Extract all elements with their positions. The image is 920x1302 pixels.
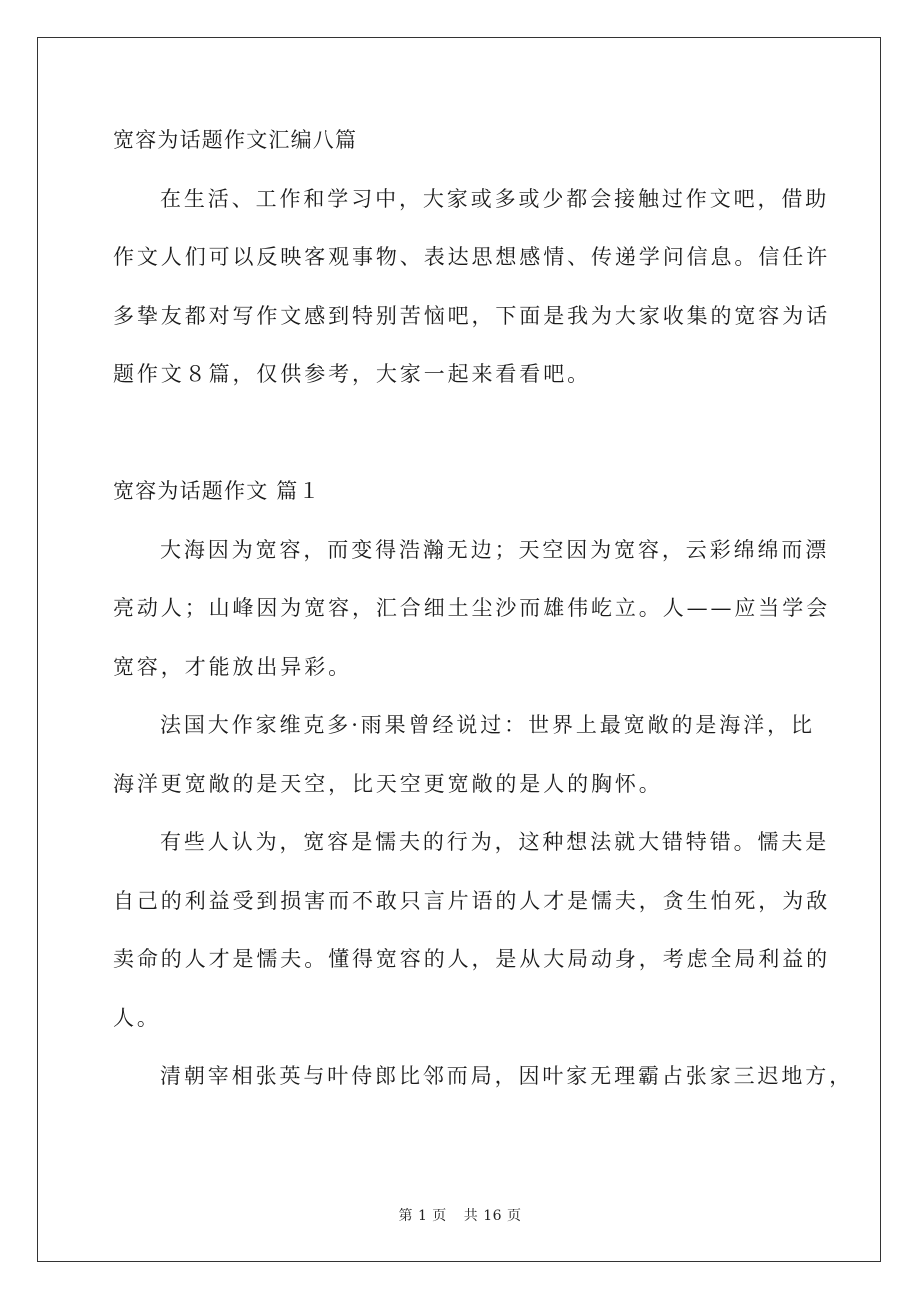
paragraph-line: 宽容，才能放出异彩。 [113,654,352,679]
paragraph-line: 作文人们可以反映客观事物、表达思想感情、传递学问信息。信任许 [113,245,830,269]
paragraph-line: 题作文８篇，仅供参考，大家一起来看看吧。 [113,362,591,386]
paragraph-2 [113,709,815,826]
paragraph-line: 海洋更宽敞的是天空，比天空更宽敞的是人的胸怀。 [113,771,663,796]
paragraph-3 [113,826,830,1060]
paragraph-line: 亮动人；山峰因为宽容，汇合细土尘沙而雄伟屹立。人——应当学会 [113,596,830,620]
paragraph-4 [113,1060,854,1119]
paragraph-1 [113,534,830,710]
intro-paragraph [113,183,830,417]
page-footer [0,1205,920,1225]
section-heading: 宽容为话题作文 篇１ [113,479,321,503]
page-number-current: 第 1 页 [398,1208,447,1224]
paragraph-line: 法国大作家维克多·雨果曾经说过：世界上最宽敞的是海洋，比 [160,713,815,737]
paragraph-line: 自己的利益受到损害而不敢只言片语的人才是懦夫，贪生怕死，为敌 [113,888,830,913]
document-title: 宽容为话题作文汇编八篇 [113,128,358,152]
paragraph-line: 清朝宰相张英与叶侍郎比邻而局，因叶家无理霸占张家三迟地方， [160,1064,854,1088]
paragraph-line: 卖命的人才是懦夫。懂得宽容的人，是从大局动身，考虑全局利益的 [113,947,830,971]
paragraph-line: 大海因为宽容，而变得浩瀚无边；天空因为宽容，云彩绵绵而漂 [160,537,830,562]
paragraph-line: 人。 [113,1005,161,1030]
page-number-total: 共 16 页 [463,1208,522,1224]
spacer [113,417,809,476]
document-body [113,124,854,1119]
paragraph-line: 在生活、工作和学习中，大家或多或少都会接触过作文吧，借助 [160,186,830,211]
paragraph-line: 有些人认为，宽容是懦夫的行为，这种想法就大错特错。懦夫是 [160,830,830,854]
paragraph-line: 多挚友都对写作文感到特别苦恼吧，下面是我为大家收集的宽容为话 [113,303,830,328]
